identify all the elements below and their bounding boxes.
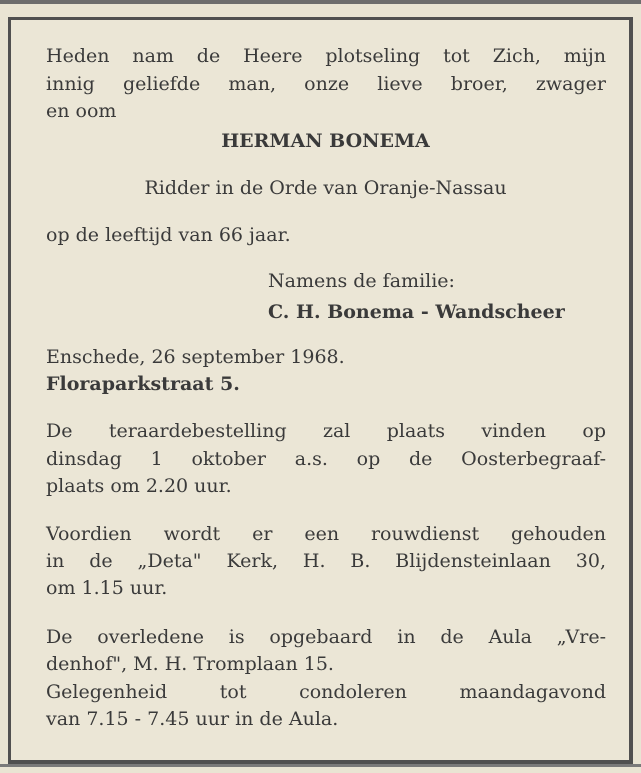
- intro-line-1: Heden nam de Heere plotseling tot Zich, mijn: [46, 45, 606, 67]
- page-top-rule: [0, 0, 641, 4]
- death-notice: [8, 27, 628, 762]
- funeral-line-2: dinsdag 1 oktober a.s. op de Oosterbegraaf-: [46, 448, 606, 470]
- condolence-line-1: Gelegenheid tot condoleren maandagavond: [46, 681, 606, 703]
- laid-out-line-2: denhof", M. H. Tromplaan 15.: [46, 653, 334, 675]
- page-bottom-rule: [0, 764, 641, 767]
- address: Floraparkstraat 5.: [46, 373, 240, 395]
- deceased-name: HERMAN BONEMA: [221, 130, 430, 152]
- signature-name: C. H. Bonema - Wandscheer: [268, 301, 565, 323]
- signature-label: Namens de familie:: [268, 270, 455, 292]
- service-line-3: om 1.15 uur.: [46, 577, 168, 599]
- service-line-1: Voordien wordt er een rouwdienst gehouden: [46, 523, 606, 545]
- service-line-2: in de „Deta" Kerk, H. B. Blijdensteinlaan 30,: [46, 550, 606, 572]
- condolence-line-2: van 7.15 - 7.45 uur in de Aula.: [46, 708, 339, 730]
- funeral-line-3: plaats om 2.20 uur.: [46, 475, 232, 497]
- place-date: Enschede, 26 september 1968.: [46, 346, 345, 368]
- age-line: op de leeftijd van 66 jaar.: [46, 224, 291, 246]
- intro-line-3: en oom: [46, 100, 117, 122]
- laid-out-line-1: De overledene is opgebaard in de Aula „Vre-: [46, 626, 606, 648]
- distinction: Ridder in de Orde van Oranje-Nassau: [144, 177, 507, 199]
- intro-line-2: innig geliefde man, onze lieve broer, zwager: [46, 73, 606, 95]
- funeral-line-1: De teraardebestelling zal plaats vinden op: [46, 420, 606, 442]
